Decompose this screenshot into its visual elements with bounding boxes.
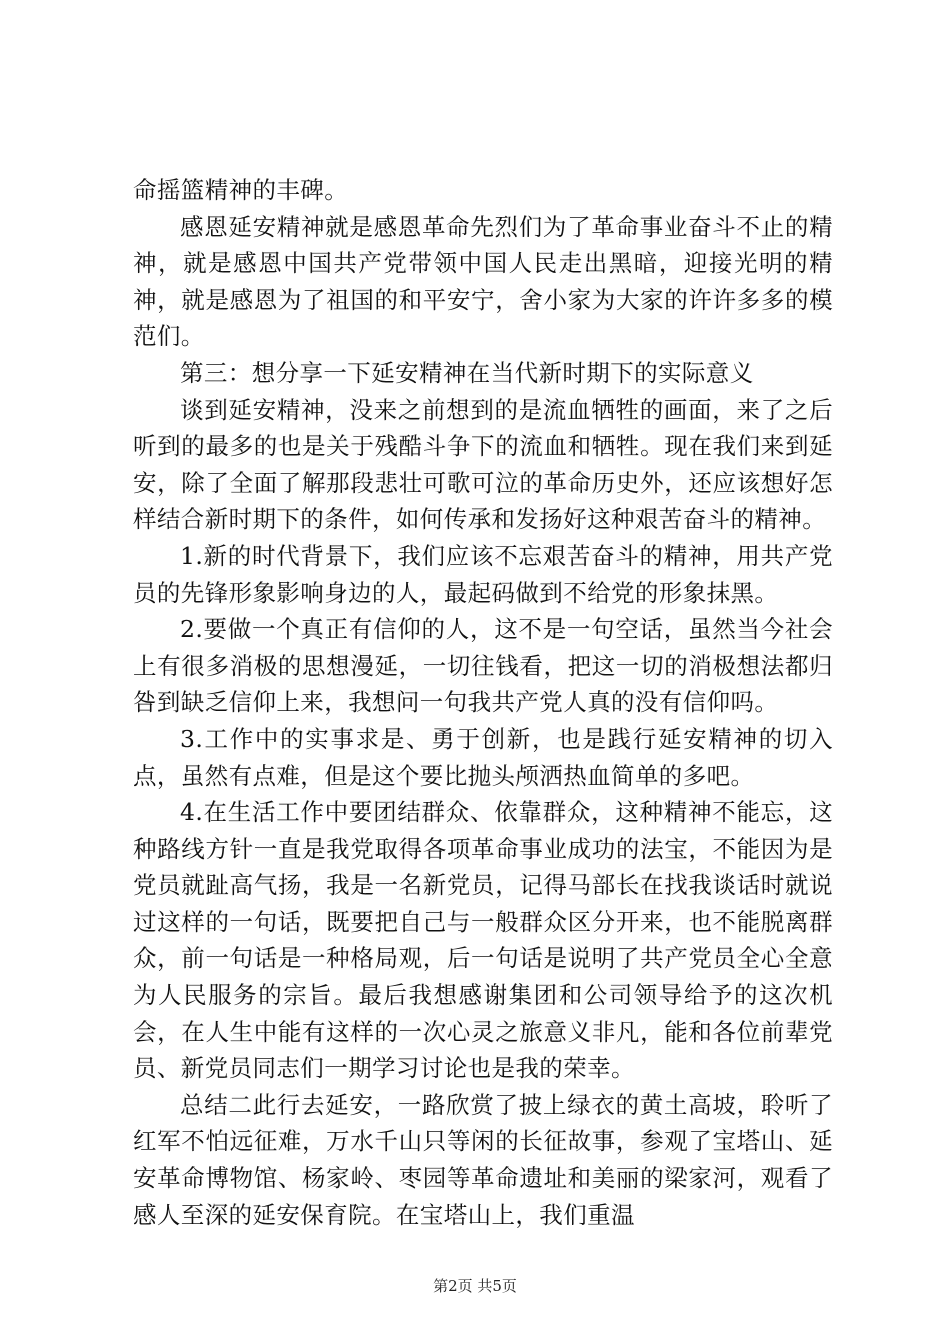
list-item-2: 2.要做一个真正有信仰的人，这不是一句空话，虽然当今社会上有很多消极的思想漫延，一切往钱看，把这一切的消极想法都归咎到缺乏信仰上来，我想问一句我共产党人真的没有信仰吗。	[133, 615, 833, 717]
list-item-4: 4.在生活工作中要团结群众、依靠群众，这种精神不能忘，这种路线方针一直是我党取得各项革命事业成功的法宝，不能因为是党员就趾高气扬，我是一名新党员，记得马部长在找我谈话时就说过这样的一句话，既要把自己与一般群众区分开来，也不能脱离群众，前一句话是一种格局观，后一句话是说明了共产党员全心全意为人民服务的宗旨。最后我想感谢集团和公司领导给予的这次机会，在人生中能有这样的一次心灵之旅意义非凡，能和各位前辈党员、新党员同志们一期学习讨论也是我的荣幸。	[133, 798, 833, 1083]
paragraph-3: 谈到延安精神，没来之前想到的是流血牺牲的画面，来了之后听到的最多的也是关于残酷斗争下的流血和牺牲。现在我们来到延安，除了全面了解那段悲壮可歌可泣的革命历史外，还应该想好怎样结合新时期下的条件，如何传承和发扬好这种艰苦奋斗的精神。	[133, 395, 833, 534]
paragraph-1: 感恩延安精神就是感恩革命先烈们为了革命事业奋斗不止的精神，就是感恩中国共产党带领中国人民走出黑暗，迎接光明的精神，就是感恩为了祖国的和平安宁，舍小家为大家的许许多多的模范们。	[133, 212, 833, 351]
paragraph-0: 命摇篮精神的丰碑。	[133, 176, 349, 204]
paragraph-summary-2: 总结二此行去延安，一路欣赏了披上绿衣的黄土高坡，聆听了红军不怕远征难，万水千山只等闲的长征故事，参观了宝塔山、延安革命博物馆、杨家岭、枣园等革命遗址和美丽的梁家河，观看了感人至深的延安保育院。在宝塔山上，我们重温	[133, 1090, 833, 1229]
list-item-1: 1.新的时代背景下，我们应该不忘艰苦奋斗的精神，用共产党员的先锋形象影响身边的人，最起码做到不给党的形象抹黑。	[133, 541, 833, 607]
list-item-3: 3.工作中的实事求是、勇于创新，也是践行延安精神的切入点，虽然有点难，但是这个要比抛头颅洒热血简单的多吧。	[133, 724, 833, 790]
page-number-footer: 第2页 共5页	[433, 1277, 517, 1295]
document-body	[133, 172, 833, 1233]
section-heading-3: 第三：想分享一下延安精神在当代新时期下的实际意义	[180, 358, 754, 387]
